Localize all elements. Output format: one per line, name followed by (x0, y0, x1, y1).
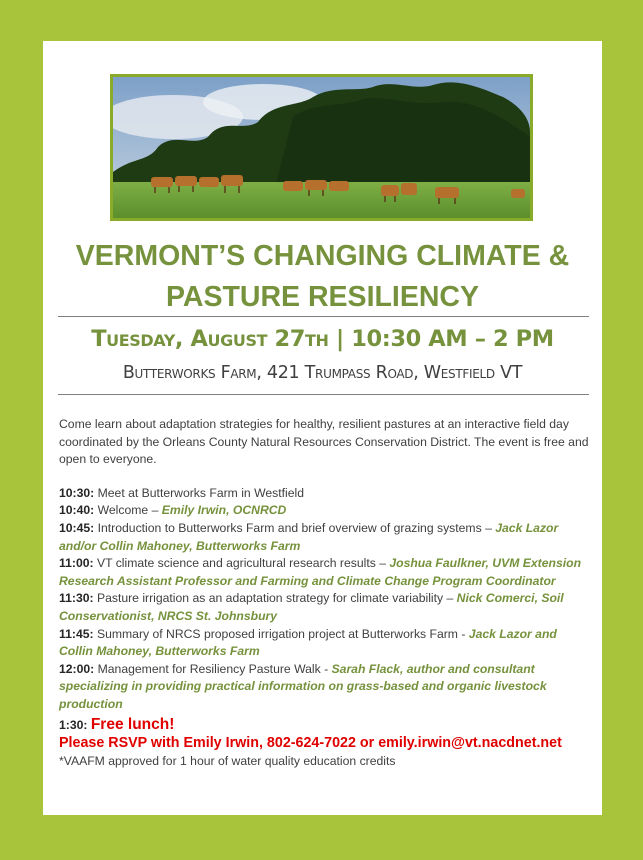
agenda-item (59, 520, 589, 555)
agenda-item (59, 485, 589, 503)
agenda-text: Pasture irrigation as an adaptation strategy for climate variability – (93, 591, 457, 606)
agenda-speaker: Joshua Faulkner, UVM Extension Research Assistant Professor and Farming and Climate Change Program Coordinator (59, 556, 582, 588)
agenda-speaker: Jack Lazor and/or Collin Mahoney, Butterworks Farm (59, 520, 559, 553)
rsvp-line: Please RSVP with Emily Irwin, 802-624-7022 or emily.irwin@vt.nacdnet.net (59, 735, 562, 752)
agenda-time: 10:40: (59, 503, 95, 518)
agenda-speaker: Emily Irwin, OCNRCD (161, 503, 287, 518)
bottom-divider (58, 394, 589, 395)
event-details (59, 416, 589, 771)
agenda-speaker: Jack Lazor and Collin Mahoney, Butterworks Farm (59, 626, 557, 659)
event-location: Butterworks Farm, 421 Trumpass Road, Westfield VT (122, 363, 523, 383)
agenda-item (59, 502, 589, 520)
agenda-item (59, 555, 589, 590)
lunch-text: Free lunch! (90, 715, 175, 733)
intro-paragraph: Come learn about adaptation strategies for healthy, resilient pastures at an interactive field day coordinated by the Orleans County Natural Resources Conservation District. The event is free and open to everyone. (59, 417, 589, 467)
agenda-text: Summary of NRCS proposed irrigation project at Butterworks Farm - (93, 626, 469, 641)
agenda-time: 11:45: (59, 626, 94, 641)
agenda-time: 11:30: (59, 591, 94, 606)
agenda-time: 11:00: (59, 556, 94, 571)
agenda-speaker: Nick Comerci, Soil Conservationist, NRCS St. Johnsbury (59, 591, 564, 623)
event-title (43, 236, 602, 318)
credits-note: *VAAFM approved for 1 hour of water quality education credits (59, 754, 396, 769)
agenda-time: 10:45: (59, 520, 95, 535)
agenda-speaker: Sarah Flack, author and consultant specializing in providing practical information on grass-based and organic livestock production (59, 661, 547, 711)
agenda-item (59, 661, 589, 714)
agenda-item (59, 626, 589, 661)
top-divider (58, 316, 589, 317)
title-line-2: PASTURE RESILIENCY (165, 281, 479, 313)
event-date-time: Tuesday, August 27th | 10:30 AM – 2 PM (91, 326, 554, 352)
pasture-cows-photo (110, 74, 533, 221)
agenda-time: 12:00: (59, 661, 95, 676)
agenda-item (59, 590, 589, 625)
agenda-text: Introduction to Butterworks Farm and brief overview of grazing systems – (94, 520, 496, 535)
agenda-time: 10:30: (59, 485, 95, 500)
agenda-text: Welcome – (94, 503, 162, 518)
agenda-text: Meet at Butterworks Farm in Westfield (94, 485, 304, 500)
lunch-line (59, 716, 589, 735)
title-line-1: VERMONT’S CHANGING CLIMATE & (75, 240, 570, 272)
agenda-text: Management for Resiliency Pasture Walk - (94, 661, 332, 676)
agenda-text: VT climate science and agricultural research results – (93, 556, 390, 571)
lunch-time: 1:30: (59, 717, 91, 732)
flyer-sheet (43, 41, 602, 815)
